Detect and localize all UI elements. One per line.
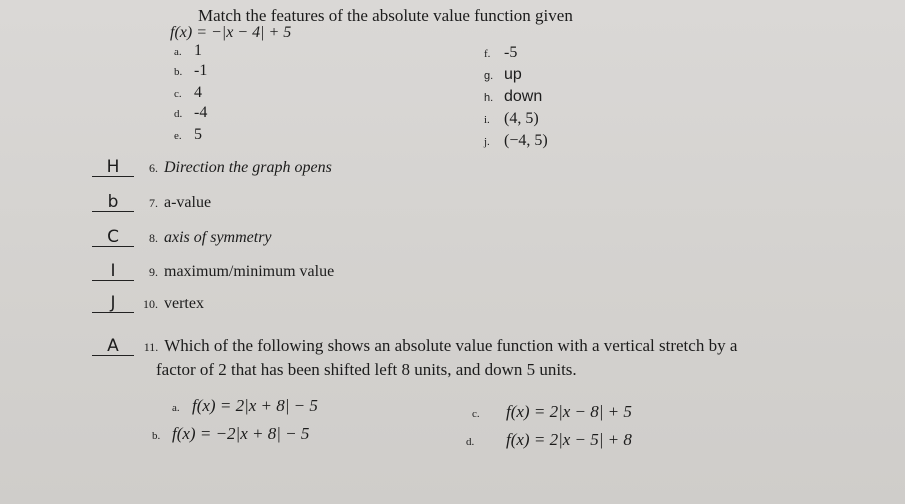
option-letter: a. [174,46,182,58]
option-value: (4, 5) [504,110,539,127]
answer-field[interactable]: H [92,158,134,177]
choice-b[interactable] [152,424,309,444]
choice-letter: d. [466,436,475,448]
option-letter: f. [484,48,491,60]
option-value: 4 [194,84,202,101]
option-h [484,88,542,106]
option-a [174,42,202,60]
option-d [174,104,207,122]
option-b [174,62,207,80]
question-11-continued: factor of 2 that has been shifted left 8 units, and down 5 units. [156,360,577,379]
answer-field[interactable]: I [92,262,134,281]
question-number: 9. [149,265,158,279]
choice-text: f(x) = −2|x + 8| − 5 [172,424,310,443]
question-number: 10. [143,297,158,311]
option-f [484,44,517,62]
given-function: f(x) = −|x − 4| + 5 [170,24,292,41]
option-letter: j. [484,136,490,148]
option-g [484,66,522,84]
option-value: up [504,66,522,83]
option-c [174,84,202,102]
choice-c[interactable] [472,402,632,422]
question-8 [92,228,272,247]
choice-text: f(x) = 2|x + 8| − 5 [192,396,318,415]
question-text: axis of symmetry [164,229,272,246]
option-value: -5 [504,44,518,61]
option-letter: b. [174,66,183,78]
answer-field[interactable]: b [92,193,134,212]
option-e [174,126,202,144]
question-number: 8. [149,231,158,245]
question-11 [92,336,737,356]
choice-text: f(x) = 2|x − 8| + 5 [506,402,632,421]
question-7 [92,193,211,212]
question-number: 11. [143,340,159,354]
question-6 [92,158,332,177]
option-j [484,132,548,150]
option-value: -4 [194,104,208,121]
choice-letter: c. [472,408,480,420]
option-letter: g. [484,70,494,82]
option-letter: d. [174,108,183,120]
option-value: 1 [194,42,202,59]
option-value: (−4, 5) [504,132,548,149]
answer-field[interactable]: J [92,294,134,313]
option-value: down [504,88,543,105]
answer-field[interactable]: C [92,228,134,247]
answer-field[interactable]: A [92,337,134,356]
question-text: maximum/minimum value [164,263,335,280]
option-value: -1 [194,62,208,79]
question-text: vertex [164,295,204,312]
option-i [484,110,539,128]
question-number: 7. [149,196,158,210]
choice-letter: a. [172,402,180,414]
worksheet-title: Match the features of the absolute value function given [198,6,573,25]
option-letter: c. [174,88,182,100]
option-letter: e. [174,130,182,142]
choice-letter: b. [152,430,161,442]
question-9 [92,262,334,281]
question-10 [92,294,204,313]
option-value: 5 [194,126,202,143]
question-number: 6. [149,161,158,175]
question-text: a-value [164,194,212,211]
option-letter: i. [484,114,490,126]
question-text: Which of the following shows an absolute value function with a vertical stretch by a [164,336,738,355]
choice-d[interactable] [466,430,632,450]
choice-a[interactable] [172,396,318,416]
option-letter: h. [484,92,494,104]
question-text: Direction the graph opens [164,159,332,176]
choice-text: f(x) = 2|x − 5| + 8 [506,430,632,449]
